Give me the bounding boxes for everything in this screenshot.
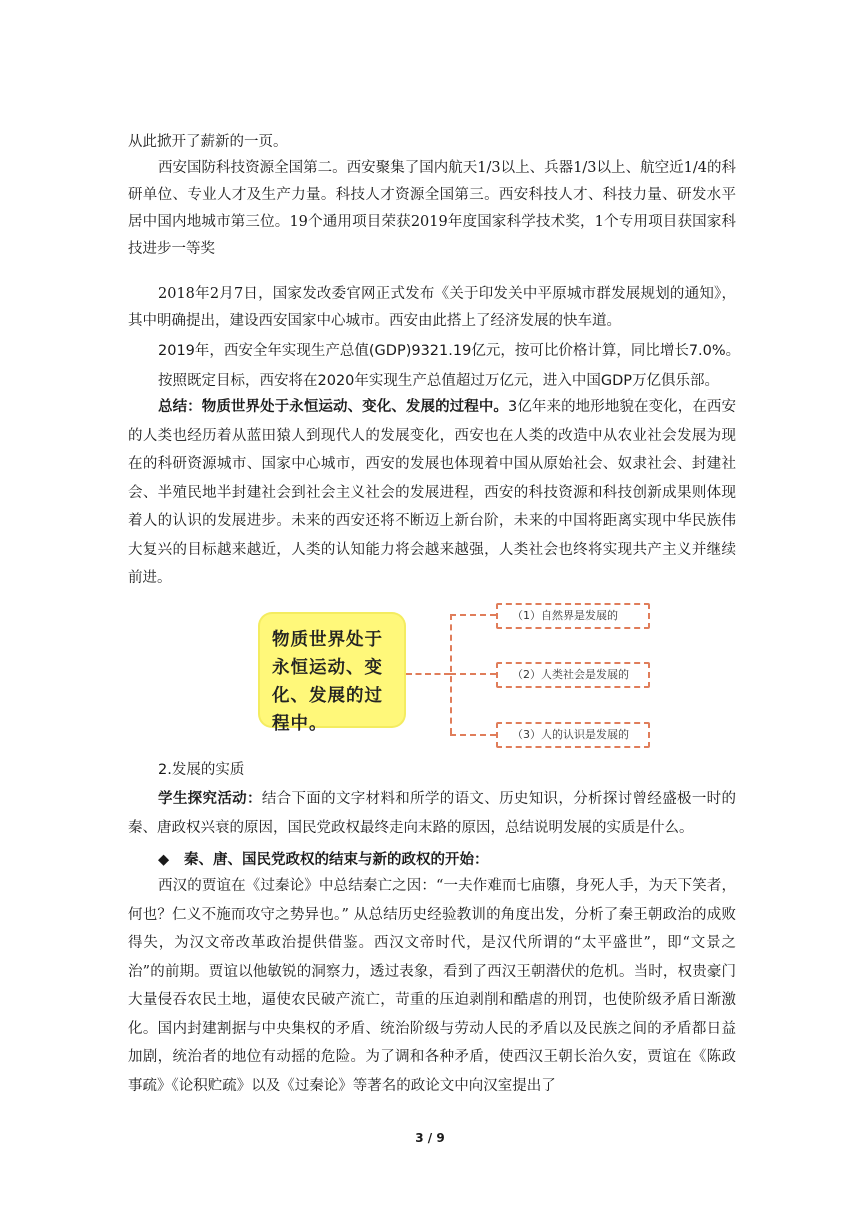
- paragraph-plan-2018: [128, 281, 736, 335]
- diagram-connector-main: [406, 673, 450, 675]
- diagram-branch-nature: （1）自然界是发展的: [496, 603, 650, 629]
- paragraph-gdp-2019: 2019年，西安全年实现生产总值(GDP)9321.19亿元，按可比价格计算，同比增长7.0%。: [158, 343, 741, 359]
- concept-diagram: [256, 600, 636, 750]
- diagram-connector-2: [450, 673, 496, 675]
- bullet-text: 秦、唐、国民党政权的结束与新的政权的开始：: [184, 851, 489, 868]
- diagram-main-text: 物质世界处于永恒运动、变化、发展的过程中。: [272, 630, 383, 734]
- paragraph-defense-tech: [128, 155, 736, 263]
- activity-text: 结合下面的文字材料和所学的语文、历史知识，分析探讨曾经盛极一时的秦、唐政权兴衰的原因，国民党政权最终走向末路的原因，总结说明发展的实质是什么。: [128, 791, 737, 836]
- paragraph-jia-yi: [128, 872, 736, 1100]
- diagram-branch-cognition: （3）人的认识是发展的: [496, 722, 650, 748]
- paragraph-continuation: 从此掀开了薪新的一页。: [128, 134, 288, 150]
- bullet-item: [128, 848, 766, 869]
- paragraph-target-2020: 按照既定目标，西安将在2020年实现生产总值超过万亿元，进入中国GDP万亿俱乐部。: [158, 373, 720, 389]
- paragraph-activity: [128, 785, 736, 843]
- diagram-branch-society: （2）人类社会是发展的: [496, 662, 650, 688]
- diagram-connector-1: [450, 614, 496, 616]
- summary-label: 总结：物质世界处于永恒运动、变化、发展的过程中。: [158, 399, 509, 415]
- paragraph-summary: [128, 393, 736, 593]
- diagram-main-box: [260, 614, 404, 734]
- section-heading: 2.发展的实质: [158, 762, 245, 778]
- activity-label: 学生探究活动：: [158, 791, 262, 807]
- paragraph-text: 2018年2月7日，国家发改委官网正式发布《关于印发关中平原城市群发展规划的通知》，其中明确提出，建设西安国家中心城市。西安由此搭上了经济发展的快车道。: [128, 286, 736, 329]
- diamond-bullet-icon: ◆: [158, 851, 170, 868]
- summary-text: 3亿年来的地形地貌在变化，在西安的人类也经历着从蓝田猿人到现代人的发展变化，西安也在人类的改造中从农业社会发展为现在的科研资源城市、国家中心城市，西安的发展也体现着中国从原始社会、奴隶社会、封建社会、半殖民地半封建社会到社会主义社会的发展进程，西安的科技资源和科技创新成果则体现着人的认识的发展进步。未来的西安还将不断迈上新台阶，未来的中国将距离实现中华民族伟大复兴的目标越来越近，人类的认知能力将会越来越强，人类社会也终将实现共产主义并继续前进。: [128, 399, 736, 586]
- diagram-connector-3: [450, 734, 496, 736]
- paragraph-text: 西安国防科技资源全国第二。西安聚集了国内航天1/3以上、兵器1/3以上、航空近1/4的科研单位、专业人才及生产力量。科技人才资源全国第三。西安科技人才、科技力量、研发水平居中国内地城市第三位。19个通用项目荣获2019年度国家科学技术奖，1个专用项目获国家科技进步一等奖: [128, 160, 736, 257]
- paragraph-text: 西汉的贾谊在《过秦论》中总结秦亡之因：“一夫作难而七庙隳，身死人手，为天下笑者，何也？仁义不施而攻守之势异也。” 从总结历史经验教训的角度出发，分析了秦王朝政治的成败得失，为汉文帝改革政治提供借鉴。西汉文帝时代，是汉代所谓的“太平盛世”，即“文景之治”的前期。贾谊以他敏锐的洞察力，透过表象，看到了西汉王朝潜伏的危机。当时，权贵豪门大量侵吞农民土地，逼使农民破产流亡，苛重的压迫剥削和酷虐的刑罚，也使阶级矛盾日渐激化。国内封建割据与中央集权的矛盾、统治阶级与劳动人民的矛盾以及民族之间的矛盾都日益加剧，统治者的地位有动摇的危险。为了调和各种矛盾，使西汉王朝长治久安，贾谊在《陈政事疏》《论积贮疏》以及《过秦论》等著名的政论文中向汉室提出了: [128, 878, 736, 1094]
- page-number: 3 / 9: [415, 1131, 445, 1145]
